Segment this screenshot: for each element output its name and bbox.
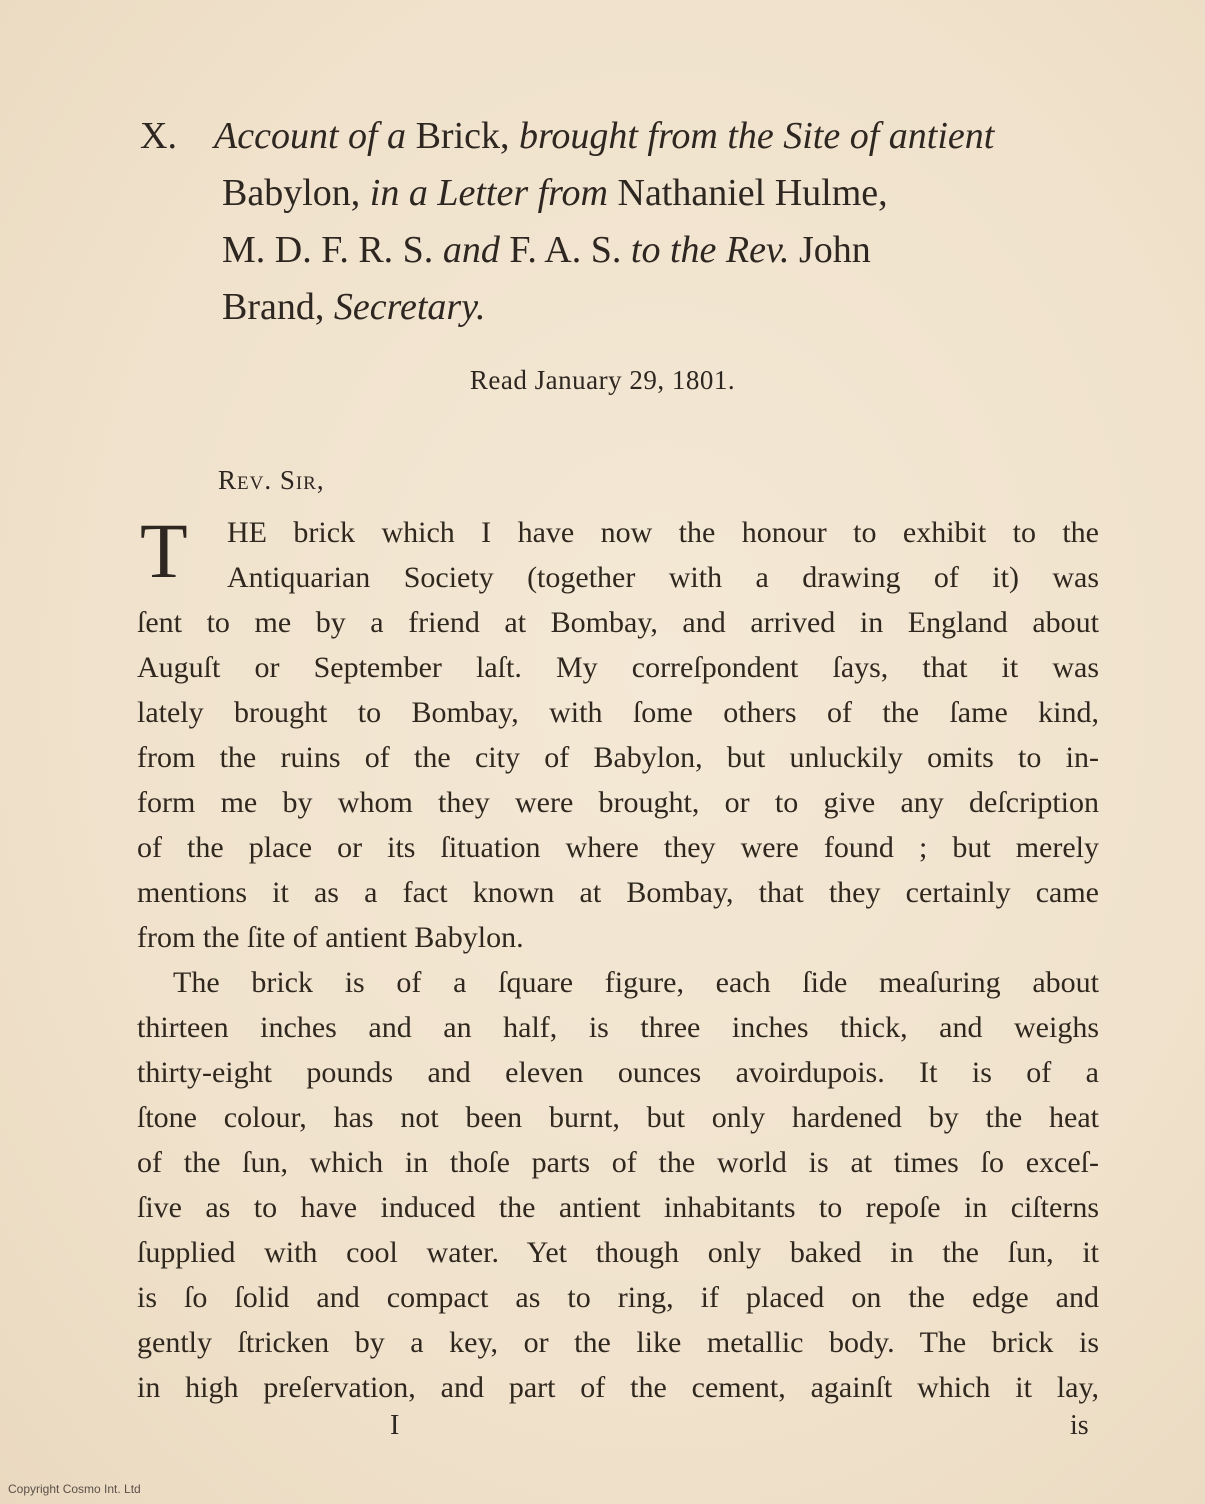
body-line: HE brick which I have now the honour to exhibit to the: [227, 516, 1099, 549]
body-line: ſtone colour, has not been burnt, but only hardened by the heat: [137, 1101, 1099, 1134]
title-line-2: Babylon, in a Letter from Nathaniel Hulme,: [222, 172, 888, 214]
watermark: Copyright Cosmo Int. Ltd: [8, 1482, 141, 1496]
body-line: is ſo ſolid and compact as to ring, if placed on the edge and: [137, 1281, 1099, 1314]
drop-cap: T: [140, 507, 188, 594]
body-line: from the ſite of antient Babylon.: [137, 921, 524, 954]
body-line: gently ſtricken by a key, or the like metallic body. The brick is: [137, 1326, 1099, 1359]
read-date: Read January 29, 1801.: [469, 365, 736, 395]
title-line-4: Brand, Secretary.: [222, 286, 486, 328]
article-title: [140, 108, 1110, 336]
title-line-1: X. Account of a Brick, brought from the Site of antient: [140, 108, 1110, 165]
body-line: The brick is of a ſquare figure, each ſide meaſuring about: [173, 966, 1099, 999]
catchword: is: [1070, 1410, 1089, 1441]
salutation: Rev. Sir,: [218, 465, 325, 495]
body-line: from the ruins of the city of Babylon, but unluckily omits to in-: [137, 741, 1099, 774]
body-line: thirty-eight pounds and eleven ounces avoirdupois. It is of a: [137, 1056, 1099, 1089]
body-line: mentions it as a fact known at Bombay, that they certainly came: [137, 876, 1099, 909]
body-text: [137, 507, 1099, 1410]
body-line: Antiquarian Society (together with a drawing of it) was: [227, 561, 1099, 594]
article-numeral: X.: [140, 115, 177, 157]
body-line: Auguſt or September laſt. My correſpondent ſays, that it was: [137, 651, 1099, 684]
body-line: ſive as to have induced the antient inhabitants to repoſe in ciſterns: [137, 1191, 1099, 1224]
body-line: of the ſun, which in thoſe parts of the world is at times ſo exceſ-: [137, 1146, 1099, 1179]
body-line: ſupplied with cool water. Yet though only baked in the ſun, it: [137, 1236, 1099, 1269]
signature-mark: I: [390, 1410, 400, 1441]
bleed-through-text: [240, 0, 1100, 90]
body-line: in high preſervation, and part of the cement, againſt which it lay,: [137, 1371, 1099, 1404]
body-line: form me by whom they were brought, or to give any deſcription: [137, 786, 1099, 819]
body-line: ſent to me by a friend at Bombay, and arrived in England about: [137, 606, 1099, 639]
title-line-3: M. D. F. R. S. and F. A. S. to the Rev. John: [222, 229, 871, 271]
body-line: thirteen inches and an half, is three inches thick, and weighs: [137, 1011, 1099, 1044]
body-line: of the place or its ſituation where they were found ; but merely: [137, 831, 1099, 864]
body-line: lately brought to Bombay, with ſome others of the ſame kind,: [137, 696, 1099, 729]
